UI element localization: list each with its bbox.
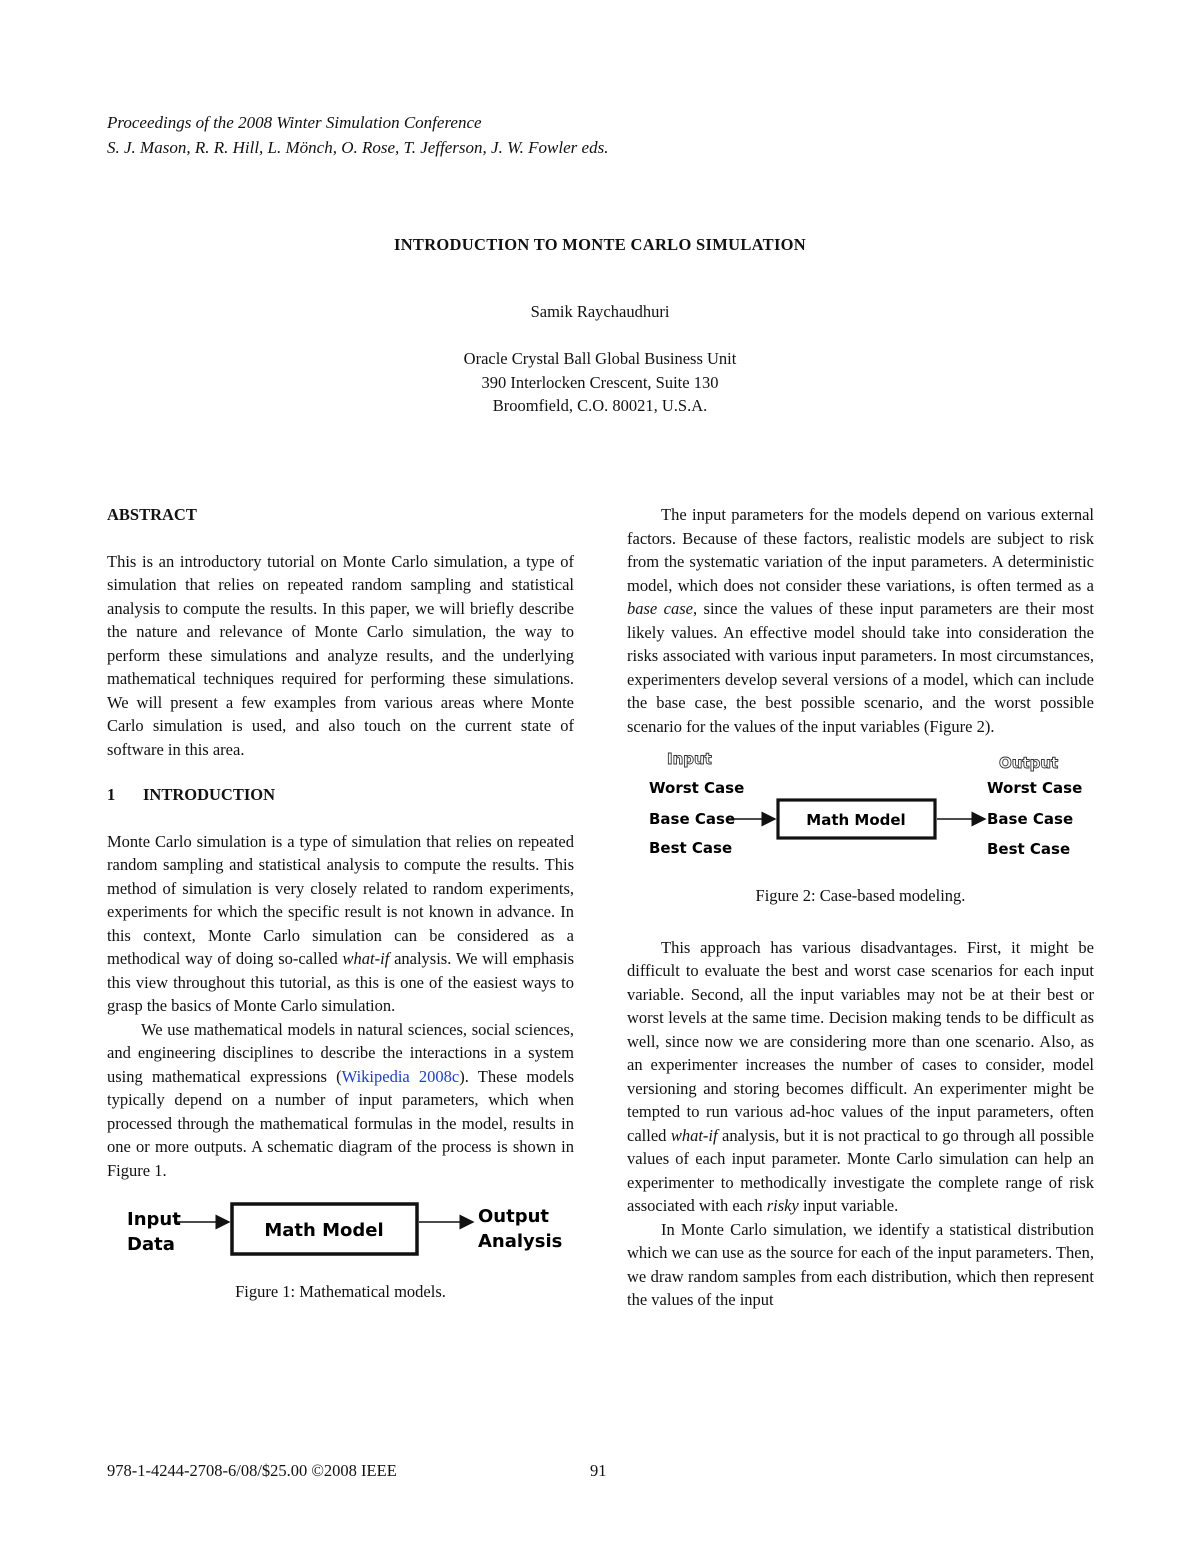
editors-line: S. J. Mason, R. R. Hill, L. Mönch, O. Rose, T. Jefferson, J. W. Fowler eds. [107,138,609,157]
text-run: This approach has various disadvantages. First, it might be difficult to evaluate the best and worst case scenarios for each input variable. Second, all the input variables may not be at their best or worst levels at the same time. Decision making tends to be difficult as well, since now we are considering more than one scenario. Also, as an experimenter increases the number of cases to consider, model versioning and storing becomes difficult. An experimenter might be tempted to run various ad-hoc values of the input parameters, often called [627,937,1094,1145]
text-run: Monte Carlo simulation is a type of simulation that relies on repeated random sampling and statistical analysis to compute the results. This method of simulation is very closely related to random experiments, experiments for which the specific result is not known in advance. In this context, Monte Carlo simulation can be considered as a methodical way of doing so-called [107,831,574,968]
abstract-heading: ABSTRACT [107,505,197,524]
text-run: The input parameters for the models depend on various external factors. Because of these factors, realistic models are subject to risk from the systematic variation of the input parameters. A deterministic model, which does not consider these variations, is often termed as a [627,505,1094,595]
section-heading-introduction [107,783,574,807]
intro-paragraph-1 [107,830,574,1018]
text-run: input variable. [798,1196,899,1215]
right-column [627,503,1094,1312]
affiliation-line: Broomfield, C.O. 80021, U.S.A. [492,396,708,415]
section-title: INTRODUCTION [143,785,276,804]
proceedings-header [107,110,608,160]
text-run: analysis. We will emphasis this view throughout this tutorial, as this is one of the easiest ways to grasp the basics of Monte Carlo simulation. [107,949,575,1015]
emphasis-text: what-if [670,1125,718,1145]
proceedings-line: Proceedings of the 2008 Winter Simulation Conference [107,113,482,132]
emphasis-text: risky [766,1196,799,1215]
right-paragraph-2 [627,936,1094,1218]
math-model-label: Math Model [264,1220,384,1241]
text-run: , since the values of these input parameters are their most likely values. An effective model should take into consideration the risks associated with various input parameters. In most circumstances, experimenters develop several versions of a model, which can include the base case, the best possible scenario, and the worst possible scenario for the values of the input variables (Figure 2). [627,599,1094,736]
input-label: Input [127,1209,181,1230]
output-best-case: Best Case [987,840,1071,858]
output-label: Output [478,1206,550,1227]
abstract-text: This is an introductory tutorial on Monte Carlo simulation, a type of simulation that relies on repeated random sampling and statistical analysis to compute the results. In this paper, we will briefly describe the nature and relevance of Monte Carlo simulation, the way to perform these simulations and analyze results, and the underlying mathematical techniques required for performing these simulations. We will present a few examples from various areas where Monte Carlo simulation is used, and also touch on the current state of software in this area. [107,551,574,759]
affiliation [0,347,1200,418]
emphasis-text: what-if [342,949,390,968]
intro-paragraph-2 [107,1018,574,1183]
affiliation-line: 390 Interlocken Crescent, Suite 130 [481,372,719,392]
input-base-case: Base Case [649,810,736,828]
author-name: Samik Raychaudhuri [530,302,670,321]
figure-2-caption: Figure 2: Case-based modeling. [755,886,966,905]
figure-2 [627,752,1094,870]
output-worst-case: Worst Case [987,779,1083,797]
affiliation-line: Oracle Crystal Ball Global Business Unit [463,349,737,368]
figure-1 [107,1196,574,1276]
page-number: 91 [590,1461,607,1480]
data-label: Data [127,1234,175,1255]
output-base-case: Base Case [987,810,1074,828]
figure-1-diagram [107,1196,574,1276]
input-heading: Input [667,752,712,768]
input-worst-case: Worst Case [649,779,745,797]
text-run: We use mathematical models in natural sciences, social sciences, and engineering disciplines to describe the interactions in a system using mathematical expressions ( [107,1019,574,1086]
paper-title: INTRODUCTION TO MONTE CARLO SIMULATION [393,235,807,254]
analysis-label: Analysis [478,1231,563,1252]
footer-isbn: 978-1-4244-2708-6/08/$25.00 ©2008 IEEE [107,1461,397,1480]
output-heading: Output [999,754,1059,772]
emphasis-text: base case [627,599,693,618]
text-run: ). These models typically depend on a number of input parameters, which when processed through the mathematical formulas in the model, results in one or more outputs. A schematic diagram of the process is shown in Figure 1. [107,1066,574,1180]
figure-2-diagram [627,752,1094,870]
citation-link[interactable]: Wikipedia 2008c [341,1066,460,1086]
figure-1-caption: Figure 1: Mathematical models. [235,1282,446,1301]
input-best-case: Best Case [649,839,733,857]
math-model-label: Math Model [806,811,906,829]
left-column [107,503,574,1304]
text-run: analysis, but it is not practical to go through all possible values of each input parameter. Monte Carlo simulation can help an experimenter to methodically investigate the complete range of risk associated with each [627,1125,1095,1215]
right-paragraph-3: In Monte Carlo simulation, we identify a statistical distribution which we can use as the source for each of the input parameters. Then, we draw random samples from each distribution, which then represent the values of the input [627,1219,1094,1309]
right-paragraph-1 [627,503,1094,738]
section-number: 1 [107,785,116,804]
